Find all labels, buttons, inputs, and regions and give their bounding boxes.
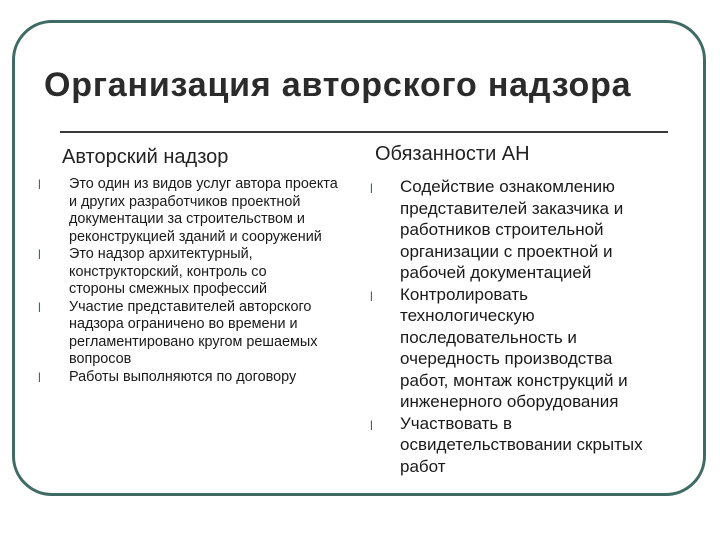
bullet-icon: l — [38, 369, 41, 385]
right-column-heading: Обязанности АН — [375, 143, 530, 165]
list-item — [370, 176, 670, 284]
list-item — [36, 176, 356, 246]
left-bullet-list — [36, 176, 356, 386]
list-item-text: Работы выполняются по договору — [69, 368, 297, 385]
bullet-icon: l — [38, 177, 41, 192]
list-item-text: Это надзор архитектурный, конструкторский, контроль со стороны смежных профессий — [69, 246, 268, 297]
list-item — [36, 299, 356, 369]
list-item — [36, 369, 356, 387]
bullet-icon: l — [38, 299, 41, 315]
list-item — [370, 284, 670, 413]
list-item — [36, 246, 356, 299]
bullet-icon: l — [370, 417, 373, 433]
title-divider — [60, 131, 668, 133]
right-bullet-list — [370, 176, 670, 477]
list-item-text: Контролировать технологическую последовательность и очередность производства работ, монтаж конструкций и инженерного оборудования — [400, 284, 628, 411]
list-item-text: Это один из видов услуг автора проекта и других разработчиков проектной документации за строительством и реконструкцией зданий и сооружений — [69, 176, 338, 245]
list-item-text: Участие представителей авторского надзора ограничено во времени и регламентировано кругом решаемых вопросов — [69, 298, 318, 367]
list-item — [370, 413, 670, 478]
bullet-icon: l — [370, 288, 373, 304]
bullet-icon: l — [370, 181, 373, 196]
list-item-text: Участвовать в освидетельствовании скрытых работ — [400, 413, 643, 476]
left-column-heading: Авторский надзор — [62, 146, 229, 168]
list-item-text: Содействие ознакомлению представителей заказчика и работников строительной организации с проектной и рабочей документацией — [400, 177, 624, 282]
slide-title: Организация авторского надзора — [44, 66, 632, 104]
bullet-icon: l — [38, 247, 41, 262]
